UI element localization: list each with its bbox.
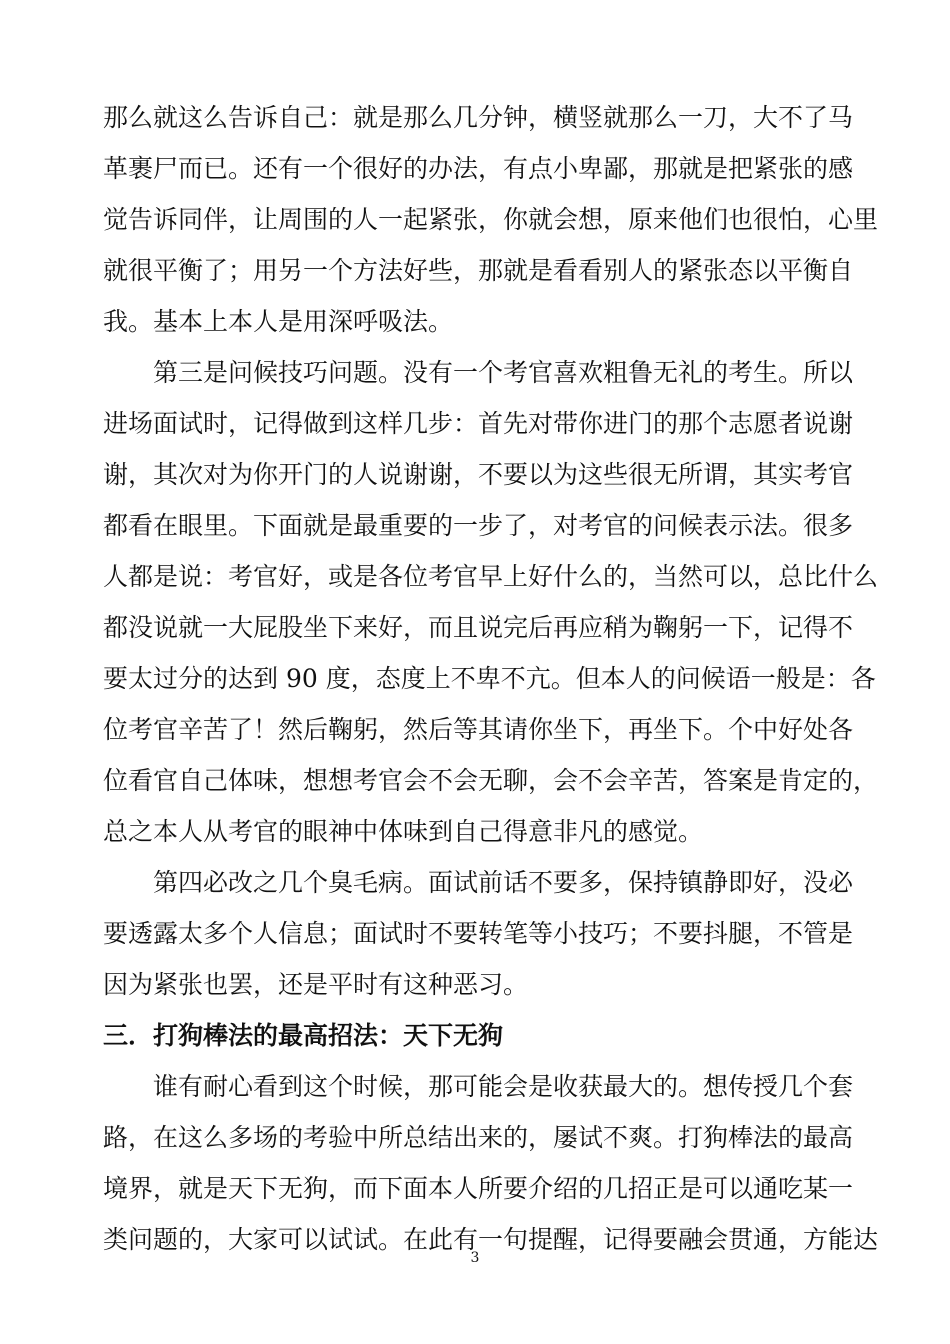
text-line: 要太过分的达到 90 度，态度上不卑不亢。但本人的问候语一般是：各	[103, 664, 876, 693]
text-line: 第四必改之几个臭毛病。面试前话不要多，保持镇静即好，没必	[153, 868, 854, 897]
text-line: 觉告诉同伴，让周围的人一起紧张，你就会想，原来他们也很怕，心里	[103, 205, 879, 234]
text-line: 革裹尸而已。还有一个很好的办法，有点小卑鄙，那就是把紧张的感	[103, 154, 854, 183]
section-heading: 三．打狗棒法的最高招法：天下无狗	[103, 1021, 504, 1050]
text-line: 进场面试时，记得做到这样几步：首先对带你进门的那个志愿者说谢	[103, 409, 854, 438]
text-line: 都看在眼里。下面就是最重要的一步了，对考官的问候表示法。很多	[103, 511, 854, 540]
text-line: 谁有耐心看到这个时候，那可能会是收获最大的。想传授几个套	[153, 1072, 854, 1101]
text-line: 要透露太多个人信息；面试时不要转笔等小技巧；不要抖腿，不管是	[103, 919, 854, 948]
text-line: 路，在这么多场的考验中所总结出来的，屡试不爽。打狗棒法的最高	[103, 1123, 854, 1152]
text-line: 谢，其次对为你开门的人说谢谢，不要以为这些很无所谓，其实考官	[103, 460, 854, 489]
text-line: 第三是问候技巧问题。没有一个考官喜欢粗鲁无礼的考生。所以	[153, 358, 854, 387]
text-line: 就很平衡了；用另一个方法好些，那就是看看别人的紧张态以平衡自	[103, 256, 854, 285]
text-line: 类问题的，大家可以试试。在此有一句提醒，记得要融会贯通，方能达	[103, 1225, 879, 1254]
text-line: 位看官自己体味，想想考官会不会无聊，会不会辛苦，答案是肯定的，	[103, 766, 879, 795]
text-line: 总之本人从考官的眼神中体味到自己得意非凡的感觉。	[103, 817, 704, 846]
text-line: 那么就这么告诉自己：就是那么几分钟，横竖就那么一刀，大不了马	[103, 103, 854, 132]
text-line: 人都是说：考官好，或是各位考官早上好什么的，当然可以，总比什么	[103, 562, 879, 591]
page-number: 3	[470, 1250, 480, 1266]
text-line: 都没说就一大屁股坐下来好，而且说完后再应稍为鞠躬一下，记得不	[103, 613, 854, 642]
text-line: 因为紧张也罢，还是平时有这种恶习。	[103, 970, 529, 999]
text-line: 位考官辛苦了！然后鞠躬，然后等其请你坐下，再坐下。个中好处各	[103, 715, 854, 744]
text-line: 境界，就是天下无狗，而下面本人所要介绍的几招正是可以通吃某一	[103, 1174, 854, 1203]
text-line: 我。基本上本人是用深呼吸法。	[103, 307, 454, 336]
